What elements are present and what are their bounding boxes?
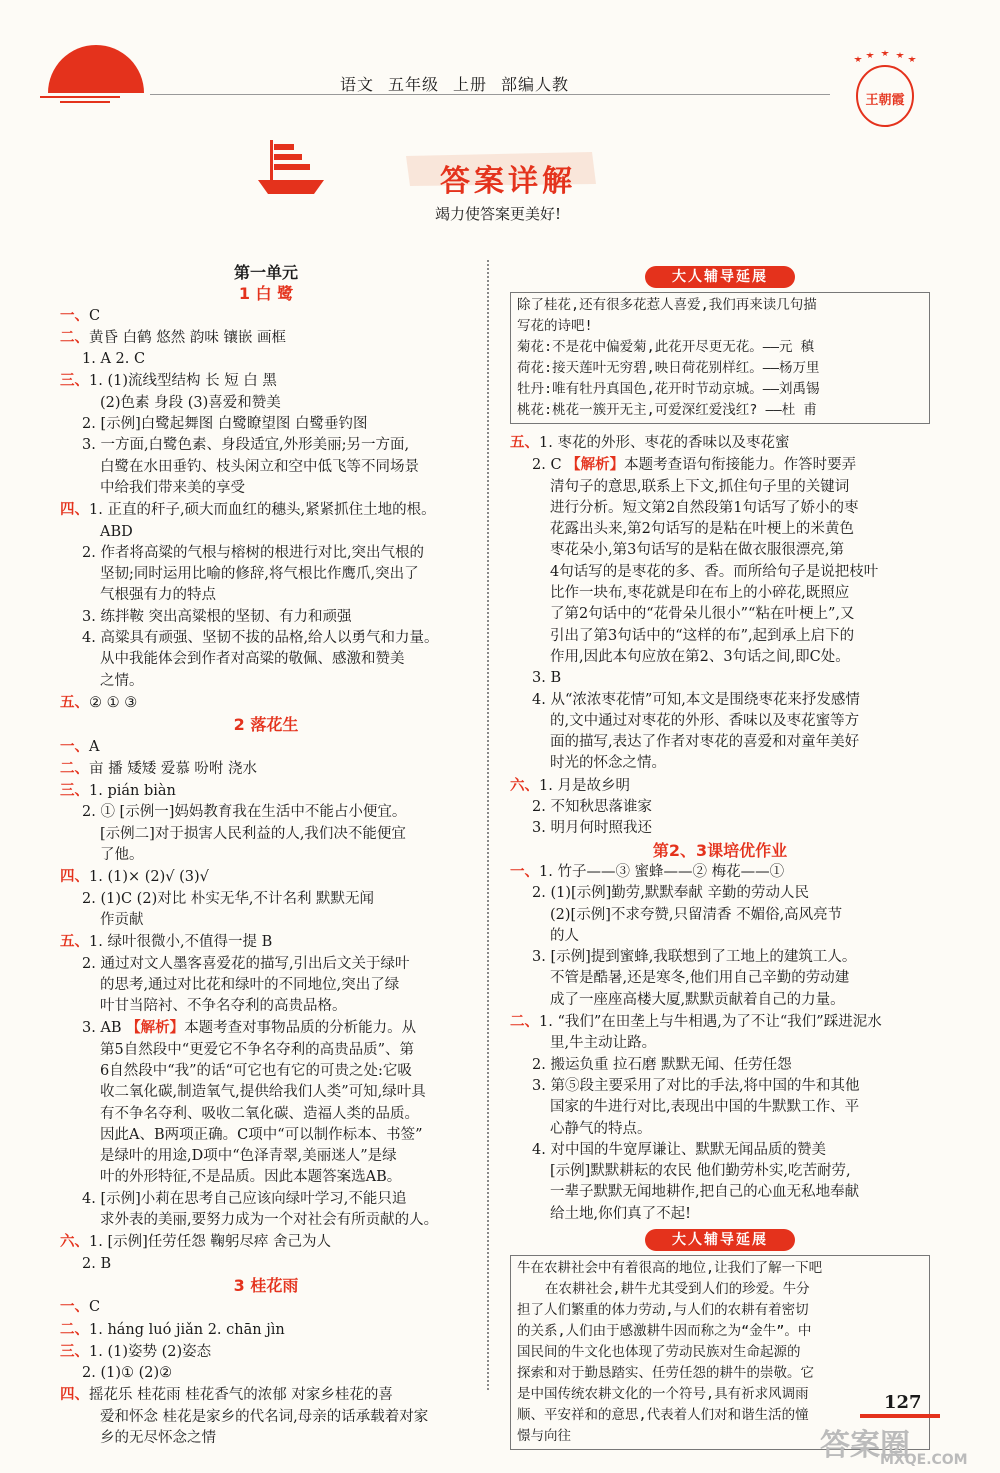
answer-line: 二、1. háng luó jiǎn 2. chān jìn: [60, 1320, 285, 1338]
answer-line: 四、摇花乐 桂花雨 桂花香气的浓郁 对家乡桂花的喜: [60, 1386, 393, 1404]
answer-line: 清句子的意思,联系上下文,抓住句子里的关键词: [550, 478, 850, 495]
answer-line: [示例二]对于损害人民利益的人,我们决不能便宜: [100, 825, 406, 842]
answer-line: 气根强有力的特点: [100, 587, 216, 604]
poem-line: 荷花:接天莲叶无穷碧,映日荷花别样红。——杨万里: [517, 360, 820, 376]
answer-line: 一、1. 竹子——③ 蜜蜂——② 梅花——①: [510, 862, 785, 880]
answer-line: 3. 一方面,白鹭色素、身段适宜,外形美丽;另一方面,: [82, 437, 410, 454]
edition: 部编人教: [501, 75, 570, 94]
answer-line: ABD: [100, 523, 133, 540]
answer-line: 4. 对中国的牛宽厚谦让、默默无闻品质的赞美: [532, 1141, 826, 1158]
answer-line: 里,牛主动让路。: [550, 1035, 657, 1052]
header-info: [340, 72, 583, 95]
answer-line: 叶甘当陪衬、不争名夺利的高贵品格。: [100, 998, 347, 1015]
answer-line: 3. B: [532, 670, 562, 687]
answer-line: 2. (1)C (2)对比 朴实无华,不计名利 默默无闻: [82, 890, 375, 907]
answer-line: 4句话写的是枣花的多、香。而所给句子是说把枝叶: [550, 563, 879, 580]
answer-line: 枣花朵小,第3句话写的是粘在做衣服很漂亮,第: [550, 542, 844, 559]
answer-line: 3. [示例]提到蜜蜂,我联想到了工地上的建筑工人。: [532, 949, 857, 966]
left-column: [60, 262, 472, 1449]
page-subtitle: 竭力使答案更美好!: [435, 205, 562, 223]
answer-line: 二、亩 播 矮矮 爱慕 吩咐 浇水: [60, 759, 258, 777]
answer-line: 三、1. (1)流线型结构 长 短 白 黑: [60, 372, 277, 390]
answer-line: 2. C 【解析】本题考查语句衔接能力。作答时要弄: [532, 456, 857, 474]
answer-line: 3. AB 【解析】本题考查对事物品质的分析能力。从: [82, 1019, 417, 1037]
answer-line: 二、1. “我们”在田垄上与牛相遇,为了不让“我们”踩进泥水: [510, 1013, 882, 1031]
poem-line: 菊花:不是花中偏爱菊,此花开尽更无花。——元 稹: [517, 339, 815, 355]
answer-line: 三、1. (1)姿势 (2)姿态: [60, 1342, 212, 1360]
extension-box: [510, 292, 930, 424]
answer-line: 了第2句话中的“花骨朵儿很小”“粘在叶梗上”,又: [550, 606, 855, 623]
answer-line: 2. 搬运负重 拉石磨 默默无闻、任劳任怨: [532, 1056, 792, 1073]
unit-title: 第一单元: [233, 263, 298, 282]
answer-line: 因此A、B两项正确。C项中“可以制作标本、书签”: [100, 1126, 423, 1143]
answer-line: 的,文中通过对枣花的外形、香味以及枣花蜜等方: [550, 712, 860, 729]
answer-line: 2. [示例]白鹭起舞图 白鹭瞭望图 白鹭垂钓图: [82, 416, 368, 433]
answer-line: 求外表的美丽,要努力成为一个对社会有所贡献的人。: [100, 1212, 439, 1229]
answer-line: 二、黄昏 白鹤 悠然 韵味 镶嵌 画框: [60, 328, 287, 346]
answer-line: 有不争名夺利、吸收二氧化碳、造福人类的品质。: [100, 1105, 419, 1122]
answer-line: 花露出头来,第2句话写的是粘在叶梗上的米黄色: [550, 521, 854, 538]
answer-line: 4. 高粱具有顽强、坚韧不拔的品格,给人以勇气和力量。: [82, 630, 439, 647]
answer-line: 2. (1)① (2)②: [82, 1365, 173, 1382]
answer-line: 一、C: [60, 1298, 101, 1316]
answer-line: 五、② ① ③: [60, 693, 138, 711]
extension-line: 写花的诗吧!: [517, 318, 593, 334]
answer-line: 3. 明月何时照我还: [532, 820, 652, 837]
answer-line: 2. (1)[示例]勤劳,默默奉献 辛勤的劳动人民: [532, 885, 810, 902]
answer-line: 成了一座座高楼大厦,默默贡献着自己的力量。: [550, 991, 845, 1008]
extension-line: 牛在农耕社会中有着很高的地位,让我们了解一下吧: [517, 1259, 823, 1276]
answer-line: 四、1. 正直的秆子,硕大而血红的穗头,紧紧抓住土地的根。: [60, 501, 436, 519]
watermark-url: MXQE.COM: [880, 1452, 968, 1468]
answer-line: 作贡献: [100, 911, 144, 928]
grade: 五年级: [388, 75, 440, 94]
svg-text:王朝霞: 王朝霞: [865, 93, 905, 108]
answer-line: 六、1. 月是故乡明: [510, 776, 630, 794]
answer-line: 的人: [550, 927, 579, 944]
page-number: 127: [884, 1392, 922, 1413]
answer-line: 2. ① [示例一]妈妈教育我在生活中不能占小便宜。: [82, 804, 407, 821]
page-title: 答案详解: [440, 164, 576, 199]
answer-line: 五、1. 绿叶很微小,不值得一提 B: [60, 933, 273, 951]
extension-line: 国民间的牛文化也体现了劳动民族对生命起源的: [517, 1343, 801, 1360]
poem-line: 牡丹:唯有牡丹真国色,花开时节动京城。——刘禹锡: [517, 381, 820, 397]
extension-line: 除了桂花,还有很多花惹人喜爱,我们再来读几句描: [517, 297, 817, 313]
watermark-logo: 答案圈: [820, 1428, 910, 1463]
answer-line: 收二氧化碳,制造氧气,提供给我们人类”可知,绿叶具: [100, 1084, 426, 1101]
answer-line: 一、C: [60, 306, 101, 324]
answer-line: 比作一块布,枣花就是印在布上的小碎花,既照应: [550, 585, 850, 602]
answer-line: 从中我能体会到作者对高粱的敬佩、感激和赞美: [100, 651, 405, 668]
subject: 语文: [340, 75, 375, 94]
answer-line: 不管是酷暑,还是寒冬,他们用自己辛勤的劳动建: [550, 970, 850, 987]
answer-line: (2)色素 身段 (3)喜爱和赞美: [100, 394, 281, 411]
answer-line: 4. [示例]小莉在思考自己应该向绿叶学习,不能只追: [82, 1190, 407, 1207]
answer-line: 了他。: [100, 847, 144, 864]
answer-line: 4. 从“浓浓枣花情”可知,本文是围绕枣花来抒发感情: [532, 691, 860, 708]
answer-line: 心静气的特点。: [550, 1120, 652, 1137]
sun-line: [60, 101, 110, 103]
answer-line: 一、A: [60, 737, 100, 755]
extension-heading: 大人辅导延展: [645, 266, 795, 288]
answer-line: 2. B: [82, 1255, 112, 1272]
column-divider: [487, 260, 489, 1390]
answer-line: 五、1. 枣花的外形、枣花的香味以及枣花蜜: [510, 434, 790, 451]
answer-line: 是绿叶的用途,D项中“色泽青翠,美丽迷人”是绿: [100, 1148, 397, 1165]
lesson-title: 1 白 鹭: [238, 284, 294, 304]
answer-line: 三、1. pián biàn: [60, 782, 176, 800]
answer-line: 2. 通过对文人墨客喜爱花的描写,引出后文关于绿叶: [82, 955, 410, 972]
page-header: [0, 0, 1000, 120]
brand-logo: [848, 50, 922, 130]
answer-line: 叶的外形特征,不是品质。因此本题答案选AB。: [100, 1169, 402, 1186]
answer-line: (2)[示例]不求夸赞,只留清香 不媚俗,高风亮节: [550, 906, 843, 923]
extension-line: 在农耕社会,耕牛尤其受到人们的珍爱。牛分: [545, 1280, 810, 1297]
answer-line: 给土地,你们真了不起!: [550, 1205, 691, 1222]
lesson-title: 2 落花生: [233, 715, 299, 735]
answer-line: 作用,因此本句应放在第2、3句话之间,即C处。: [550, 648, 850, 665]
header-rule: [150, 94, 830, 95]
answer-line: 3. 练拌鞍 突出高粱根的坚韧、有力和顽强: [82, 608, 352, 625]
answer-line: 乡的无尽怀念之情: [100, 1430, 216, 1447]
answer-line: 第5自然段中“更爱它不争名夺利的高贵品质”、第: [100, 1041, 415, 1058]
answer-line: 之情。: [100, 672, 144, 689]
answer-line: 6自然段中“我”的话“可它也有它的可贵之处:它吸: [100, 1062, 412, 1079]
answer-line: [示例]默默耕耘的农民 他们勤劳朴实,吃苦耐劳,: [550, 1163, 851, 1180]
answer-line: 2. 作者将高粱的气根与榕树的根进行对比,突出气根的: [82, 544, 425, 561]
answer-line: 时光的怀念之情。: [550, 755, 666, 772]
lesson-title: 第2、3课培优作业: [652, 840, 788, 860]
boat-icon: [256, 138, 326, 198]
sunset-icon: [48, 45, 144, 93]
extension-line: 顺、平安祥和的意思,代表着人们对和谐生活的憧: [517, 1406, 809, 1423]
answer-line: 爱和怀念 桂花是家乡的代名词,母亲的话承载着对家: [100, 1408, 429, 1425]
answer-line: 2. 不知秋思落谁家: [532, 799, 652, 816]
answer-line: 进行分析。短文第2自然段第1句话写了娇小的枣: [550, 499, 859, 516]
answer-line: 白鹭在水田垂钓、枝头闲立和空中低飞等不同场景: [100, 458, 419, 475]
answer-line: 四、1. (1)× (2)√ (3)√: [60, 868, 209, 886]
answer-line: 国家的牛进行对比,表现出中国的牛默默工作、平: [550, 1099, 860, 1116]
answer-line: 中给我们带来美的享受: [100, 479, 245, 496]
extension-line: 探索和对于勤恳踏实、任劳任怨的耕牛的崇敬。它: [517, 1364, 814, 1381]
answer-line: 六、1. [示例]任劳任怨 鞠躬尽瘁 舍己为人: [60, 1233, 331, 1251]
answer-line: 坚韧;同时运用比喻的修辞,将气根比作鹰爪,突出了: [100, 566, 419, 583]
extension-heading: 大人辅导延展: [645, 1229, 795, 1251]
right-column: [510, 262, 930, 1458]
poem-line: 桃花:桃花一簇开无主,可爱深红爱浅红? ——杜 甫: [517, 402, 817, 418]
page-number-bar: [860, 1414, 940, 1418]
answer-line: 的思考,通过对比花和绿叶的不同地位,突出了绿: [100, 976, 400, 993]
lesson-title: 3 桂花雨: [233, 1275, 299, 1295]
extension-line: 憬与向往: [517, 1427, 571, 1444]
volume: 上册: [453, 75, 488, 94]
answer-line: 一辈子默默无闻地耕作,把自己的心血无私地奉献: [550, 1184, 860, 1201]
answer-line: 引出了第3句话中的“这样的布”,起到承上启下的: [550, 627, 855, 644]
answer-line: 3. 第⑤段主要采用了对比的手法,将中国的牛和其他: [532, 1077, 860, 1094]
extension-line: 担了人们繁重的体力劳动,与人们的农耕有着密切: [517, 1301, 809, 1318]
extension-line: 的关系,人们由于感激耕牛因而称之为“金牛”。中: [517, 1322, 812, 1339]
extension-line: 是中国传统农耕文化的一个符号,具有祈求风调雨: [517, 1385, 809, 1402]
answer-line: 1. A 2. C: [82, 351, 146, 368]
sun-line: [40, 96, 120, 98]
answer-line: 面的描写,表达了作者对枣花的喜爱和对童年美好: [550, 734, 860, 751]
